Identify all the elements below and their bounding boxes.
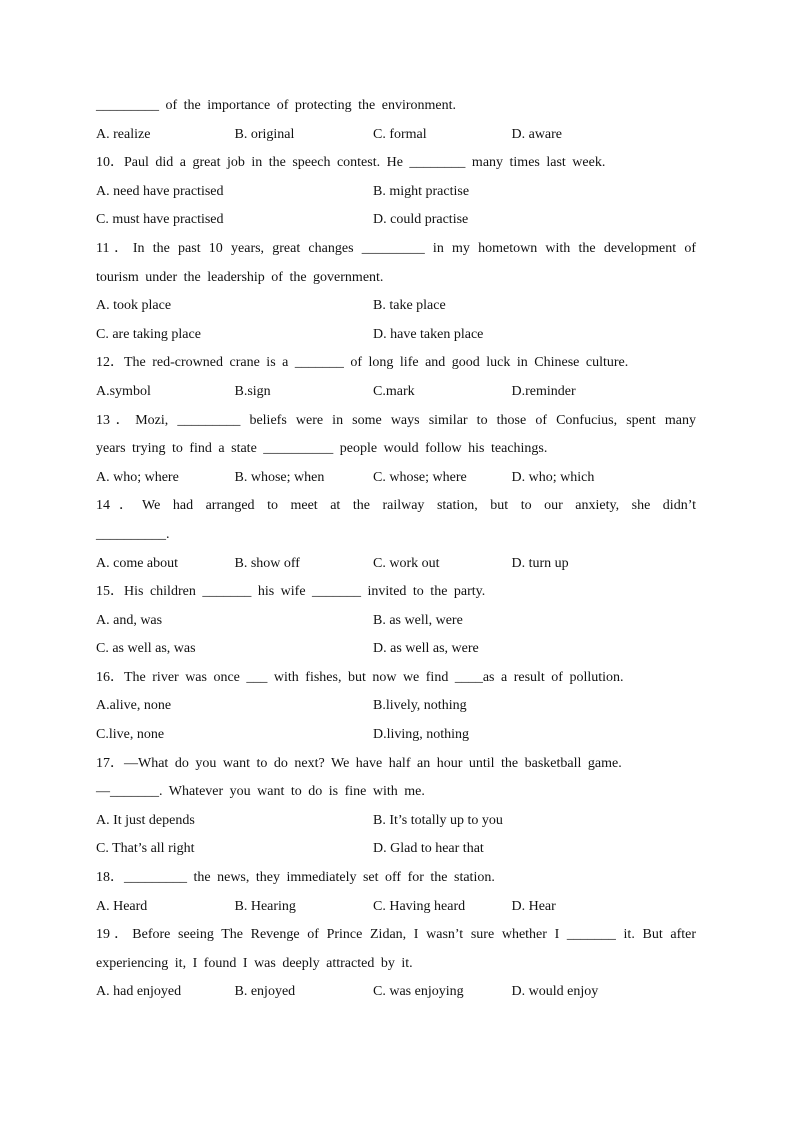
q15-stem: 15．His children _______ his wife _______ invited to the party.: [96, 584, 486, 600]
option-a: A. and, was: [96, 612, 163, 628]
option-c: C. are taking place: [96, 326, 201, 342]
q9-options: [96, 121, 696, 150]
q14-options: [96, 550, 696, 579]
q17-stem-line2: —_______. Whatever you want to do is fine with me.: [96, 784, 425, 800]
option-b: B. Hearing: [234, 898, 296, 914]
q11-stem-line1: 11．In the past 10 years, great changes _________ in my hometown with the development of: [96, 240, 696, 256]
option-c: C. That’s all right: [96, 841, 195, 857]
option-c: C. as well as, was: [96, 641, 196, 657]
q19-stem-line1: 19．Before seeing The Revenge of Prince Zidan, I wasn’t sure whether I _______ it. But after: [96, 927, 696, 943]
q17-stem-line1: 17．—What do you want to do next? We have half an hour until the basketball game.: [96, 755, 622, 771]
option-d: D. could practise: [373, 212, 469, 228]
q12-options: [96, 378, 696, 407]
option-c: C. was enjoying: [373, 984, 464, 1000]
q13-options: [96, 464, 696, 493]
option-a: A. It just depends: [96, 812, 195, 828]
option-a: A. who; where: [96, 469, 179, 485]
option-d: D.living, nothing: [373, 727, 470, 743]
q11-stem-line2: tourism under the leadership of the government.: [96, 269, 384, 285]
q11-options-row2: [96, 321, 696, 350]
q13-stem-line2: years trying to find a state __________ people would follow his teachings.: [96, 441, 548, 457]
option-d: D. aware: [511, 126, 563, 142]
q13-stem-line1: 13．Mozi, _________ beliefs were in some ways similar to those of Confucius, spent many: [96, 412, 696, 428]
q10-options-row1: [96, 178, 696, 207]
option-a: A. took place: [96, 298, 172, 314]
option-b: B. It’s totally up to you: [373, 812, 503, 828]
option-b: B.sign: [234, 383, 271, 399]
q14-stem-line2: __________.: [96, 526, 170, 542]
q10-options-row2: [96, 206, 696, 235]
option-b: B. might practise: [373, 183, 470, 199]
q16-stem: 16．The river was once ___ with fishes, but now we find ____as a result of pollution.: [96, 669, 624, 685]
option-d: D.reminder: [511, 383, 576, 399]
option-b: B. original: [234, 126, 295, 142]
option-b: B. enjoyed: [234, 984, 296, 1000]
option-d: D. as well as, were: [373, 641, 479, 657]
option-a: A. need have practised: [96, 183, 224, 199]
option-d: D. who; which: [511, 469, 595, 485]
option-c: C. whose; where: [373, 469, 467, 485]
q18-stem: 18．_________ the news, they immediately set off for the station.: [96, 870, 495, 886]
option-d: D. would enjoy: [511, 984, 599, 1000]
option-d: D. Glad to hear that: [373, 841, 484, 857]
option-b: B. whose; when: [234, 469, 325, 485]
option-c: C. must have practised: [96, 212, 224, 228]
q15-options-row2: [96, 635, 696, 664]
option-a: A. come about: [96, 555, 179, 571]
option-a: A.symbol: [96, 383, 151, 399]
option-c: C. formal: [373, 126, 427, 142]
q11-options-row1: [96, 292, 696, 321]
option-d: D. Hear: [511, 898, 556, 914]
option-a: A.alive, none: [96, 698, 172, 714]
q14-stem-line1: 14．We had arranged to meet at the railway station, but to our anxiety, she didn’t: [96, 498, 696, 514]
q19-options: [96, 978, 696, 1007]
option-b: B. show off: [234, 555, 300, 571]
option-d: D. have taken place: [373, 326, 484, 342]
q15-options-row1: [96, 607, 696, 636]
q10-stem: 10．Paul did a great job in the speech contest. He ________ many times last week.: [96, 155, 606, 171]
option-a: A. Heard: [96, 898, 148, 914]
q16-options-row2: [96, 721, 696, 750]
q17-options-row1: [96, 807, 696, 836]
option-a: A. had enjoyed: [96, 984, 182, 1000]
q17-options-row2: [96, 835, 696, 864]
option-c: C. Having heard: [373, 898, 466, 914]
option-b: B. take place: [373, 298, 446, 314]
option-b: B.lively, nothing: [373, 698, 467, 714]
q19-stem-line2: experiencing it, I found I was deeply attracted by it.: [96, 955, 413, 971]
q12-stem: 12．The red-crowned crane is a _______ of long life and good luck in Chinese culture.: [96, 355, 629, 371]
option-a: A. realize: [96, 126, 151, 142]
q16-options-row1: [96, 692, 696, 721]
option-b: B. as well, were: [373, 612, 463, 628]
option-d: D. turn up: [511, 555, 569, 571]
option-c: C.mark: [373, 383, 415, 399]
option-c: C.live, none: [96, 727, 165, 743]
q9-stem-tail: _________ of the importance of protecting the environment.: [96, 98, 457, 113]
q18-options: [96, 893, 696, 922]
exam-page: [96, 92, 696, 1007]
option-c: C. work out: [373, 555, 440, 571]
